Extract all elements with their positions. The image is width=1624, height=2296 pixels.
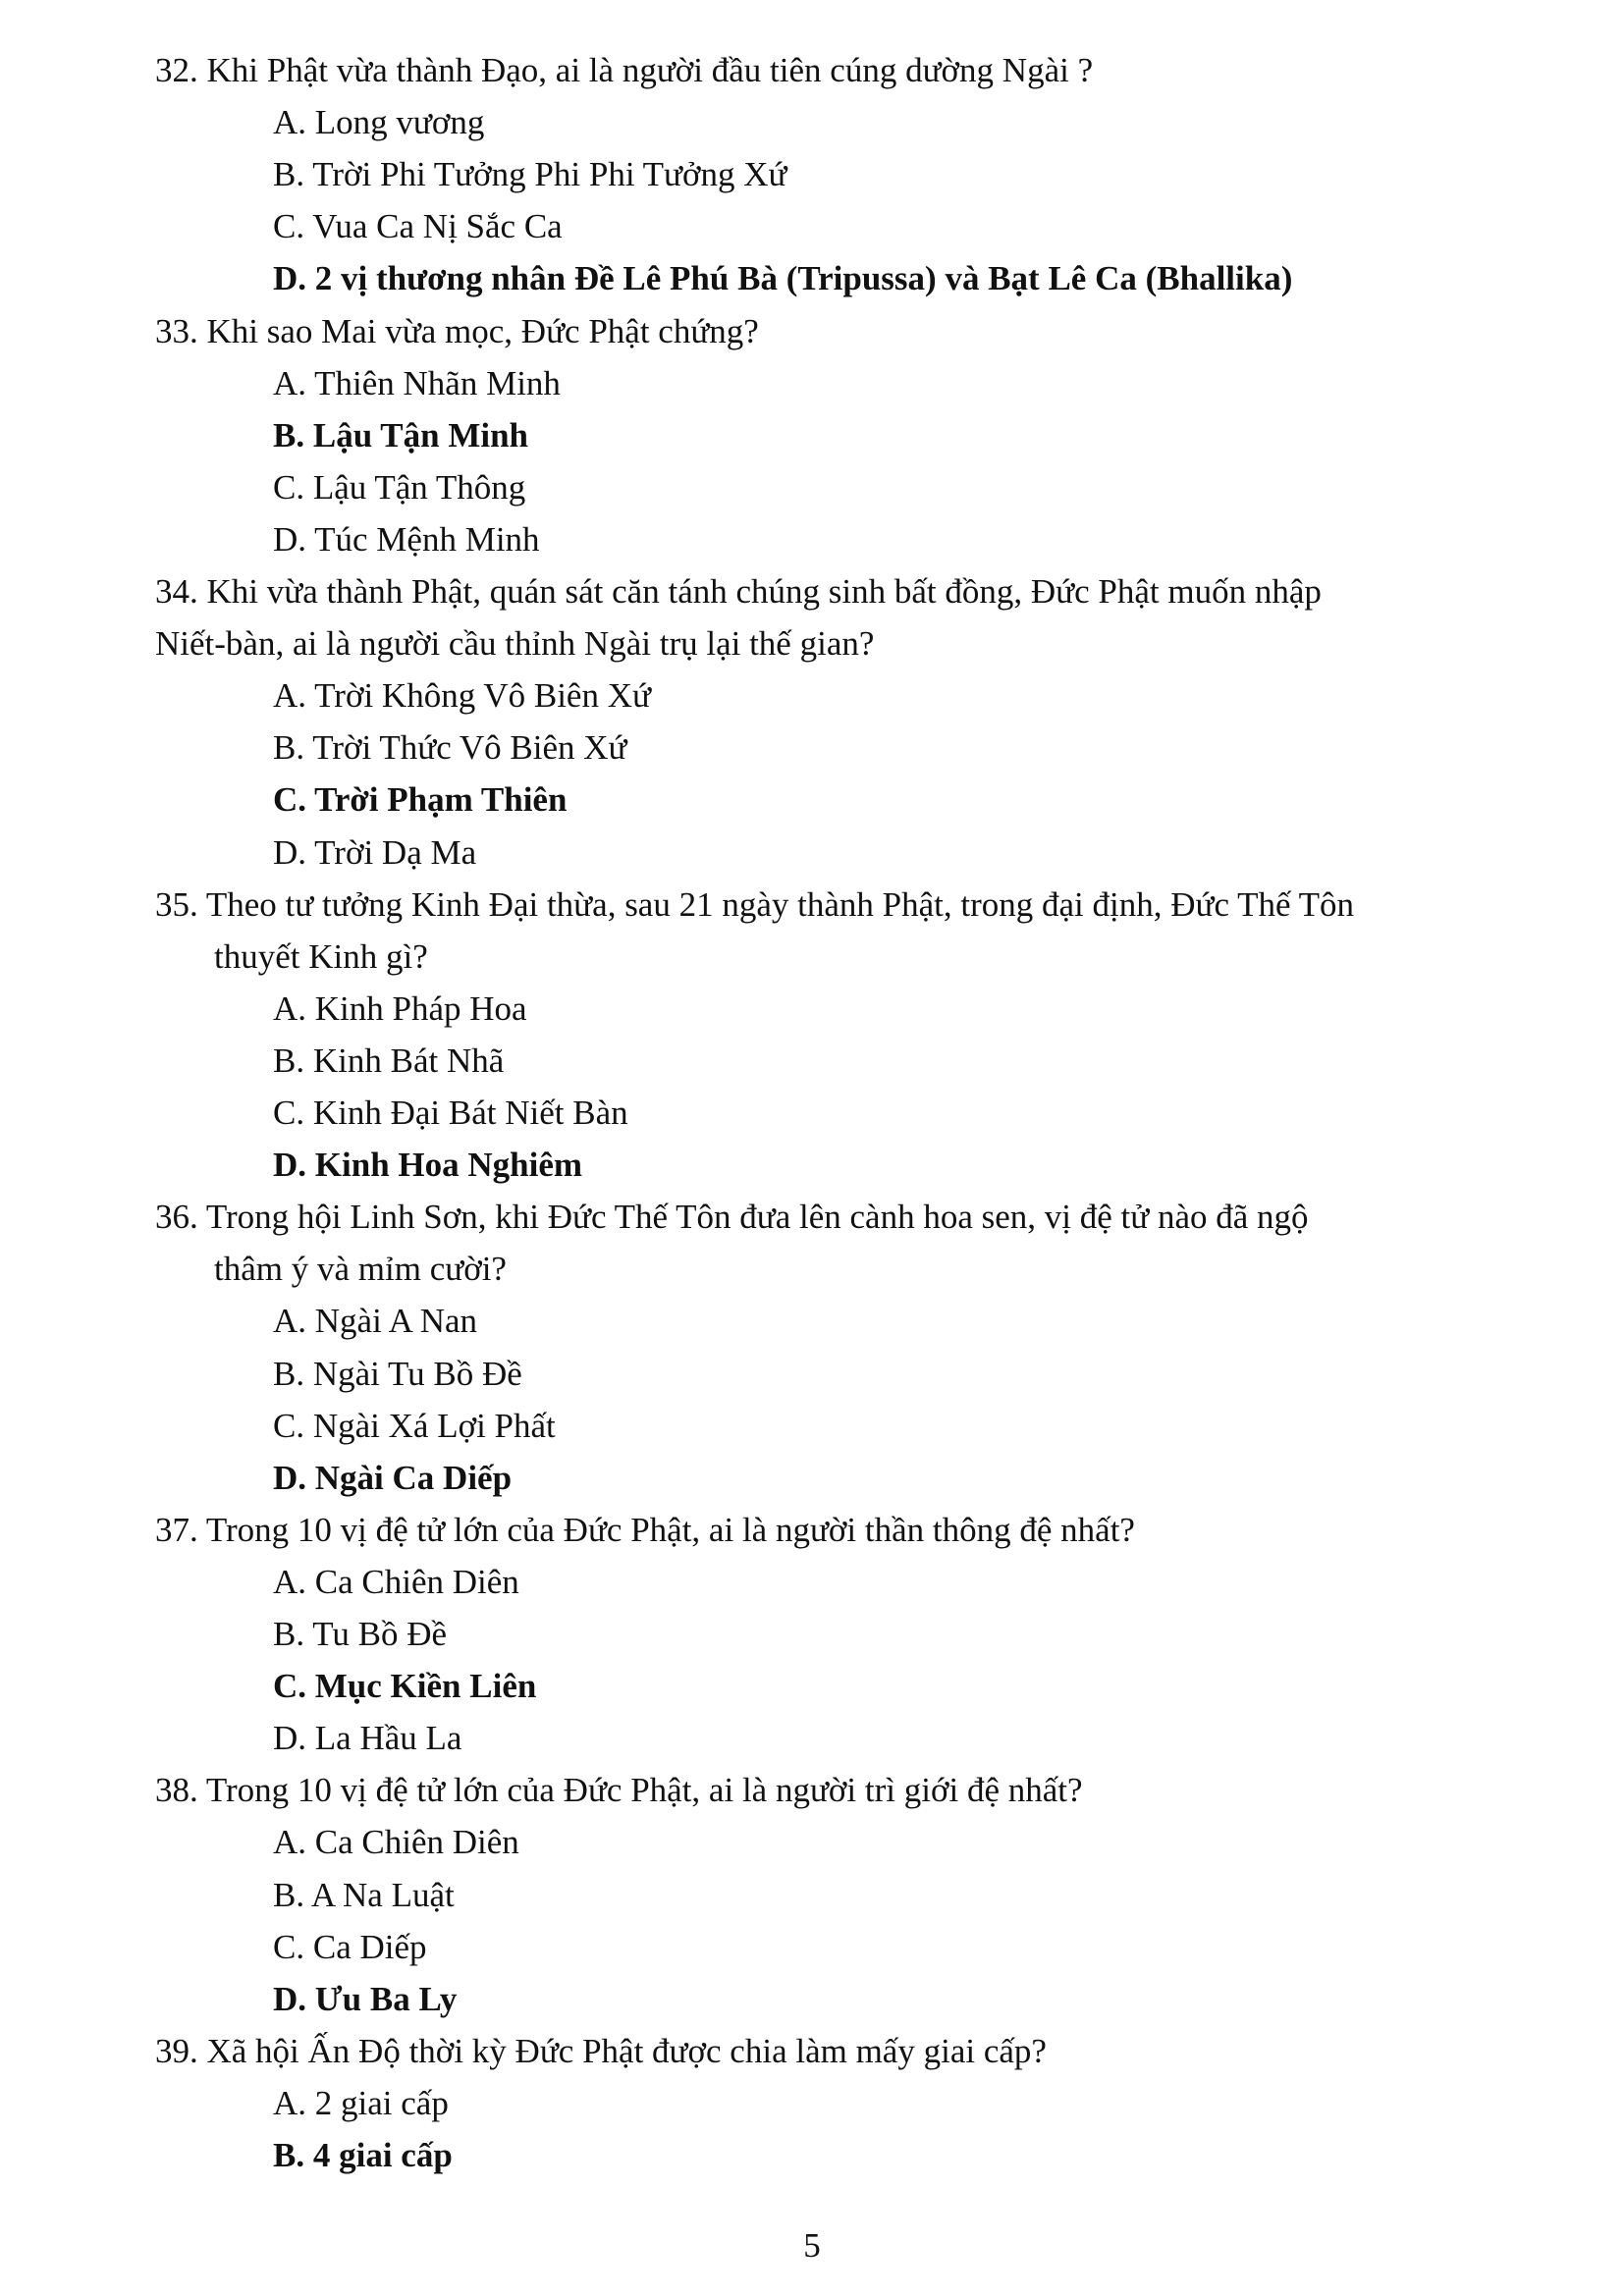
question-32-option-a: A. Long vương bbox=[273, 103, 485, 141]
question-33-option-c: C. Lậu Tận Thông bbox=[273, 468, 526, 507]
question-34-option-a: A. Trời Không Vô Biên Xứ bbox=[273, 676, 651, 715]
question-35-text: 35. Theo tư tưởng Kinh Đại thừa, sau 21 ngày thành Phật, trong đại định, Đức Thế Tôn bbox=[155, 885, 1355, 924]
page-number: 5 bbox=[803, 2226, 821, 2265]
question-35-option-a: A. Kinh Pháp Hoa bbox=[273, 989, 527, 1028]
question-34-text-continued: Niết-bàn, ai là người cầu thỉnh Ngài trụ lại thế gian? bbox=[155, 624, 875, 663]
question-35-option-c: C. Kinh Đại Bát Niết Bàn bbox=[273, 1094, 628, 1132]
question-34-option-d: D. Trời Dạ Ma bbox=[273, 833, 477, 872]
question-37-option-b: B. Tu Bồ Đề bbox=[273, 1615, 448, 1653]
question-33-option-a: A. Thiên Nhãn Minh bbox=[273, 364, 561, 402]
question-38-option-b: B. A Na Luật bbox=[273, 1876, 455, 1914]
question-36-option-a: A. Ngài A Nan bbox=[273, 1302, 478, 1340]
question-38-option-c: C. Ca Diếp bbox=[273, 1928, 427, 1966]
question-39-text: 39. Xã hội Ấn Độ thời kỳ Đức Phật được chia làm mấy giai cấp? bbox=[155, 2032, 1047, 2070]
question-34-option-b: B. Trời Thức Vô Biên Xứ bbox=[273, 728, 627, 767]
question-34-text: 34. Khi vừa thành Phật, quán sát căn tánh chúng sinh bất đồng, Đức Phật muốn nhập bbox=[155, 572, 1322, 611]
question-32-option-c: C. Vua Ca Nị Sắc Ca bbox=[273, 207, 563, 245]
question-32-option-d-answer: D. 2 vị thương nhân Đề Lê Phú Bà (Tripussa) và Bạt Lê Ca (Bhallika) bbox=[273, 259, 1293, 297]
question-34-option-c-answer: C. Trời Phạm Thiên bbox=[273, 780, 568, 819]
question-39-option-b-answer: B. 4 giai cấp bbox=[273, 2136, 453, 2174]
question-38-option-d-answer: D. Ưu Ba Ly bbox=[273, 1980, 458, 2018]
question-32-text: 32. Khi Phật vừa thành Đạo, ai là người đầu tiên cúng dường Ngài ? bbox=[155, 51, 1094, 89]
question-37-option-a: A. Ca Chiên Diên bbox=[273, 1563, 519, 1601]
question-38-option-a: A. Ca Chiên Diên bbox=[273, 1823, 519, 1861]
question-33-text: 33. Khi sao Mai vừa mọc, Đức Phật chứng? bbox=[155, 312, 759, 350]
question-39-option-a: A. 2 giai cấp bbox=[273, 2084, 449, 2122]
question-37-text: 37. Trong 10 vị đệ tử lớn của Đức Phật, ai là người thần thông đệ nhất? bbox=[155, 1511, 1135, 1549]
question-36-text: 36. Trong hội Linh Sơn, khi Đức Thế Tôn đưa lên cành hoa sen, vị đệ tử nào đã ngộ bbox=[155, 1198, 1309, 1236]
question-37-option-d: D. La Hầu La bbox=[273, 1719, 462, 1757]
question-35-option-b: B. Kinh Bát Nhã bbox=[273, 1041, 505, 1080]
question-37-option-c-answer: C. Mục Kiền Liên bbox=[273, 1667, 537, 1705]
question-32-option-b: B. Trời Phi Tưởng Phi Phi Tưởng Xứ bbox=[273, 155, 787, 193]
question-36-option-b: B. Ngài Tu Bồ Đề bbox=[273, 1355, 522, 1393]
question-35-text-continued: thuyết Kinh gì? bbox=[214, 937, 428, 976]
question-36-option-c: C. Ngài Xá Lợi Phất bbox=[273, 1407, 556, 1445]
question-36-text-continued: thâm ý và mỉm cười? bbox=[214, 1250, 507, 1288]
question-36-option-d-answer: D. Ngài Ca Diếp bbox=[273, 1459, 513, 1497]
question-35-option-d-answer: D. Kinh Hoa Nghiêm bbox=[273, 1146, 583, 1184]
question-33-option-b-answer: B. Lậu Tận Minh bbox=[273, 416, 529, 454]
question-33-option-d: D. Túc Mệnh Minh bbox=[273, 520, 540, 559]
question-38-text: 38. Trong 10 vị đệ tử lớn của Đức Phật, ai là người trì giới đệ nhất? bbox=[155, 1771, 1083, 1809]
